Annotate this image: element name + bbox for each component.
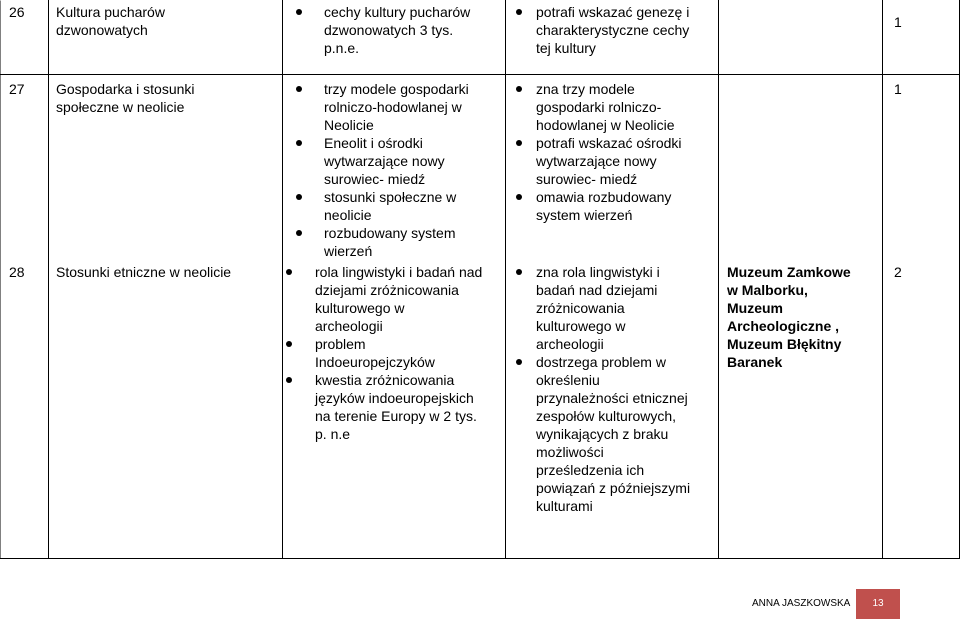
bullet-icon [516,86,522,92]
outcomes-list [516,3,689,57]
topic-line: Gospodarka i stosunki [56,81,195,97]
bullet-icon [286,377,292,383]
outcomes-list-item [516,353,690,515]
outcomes-list-line: prześledzenia ich [536,462,645,478]
content-list-line: dzwonowatych 3 tys. [324,22,454,38]
outcomes-list-line: kulturowego w [536,318,626,334]
outcomes-list-line: wynikających z braku [536,426,669,442]
museum-line: Muzeum Błękitny [727,336,842,352]
outcomes-list-line: surowiec- miedź [536,171,638,187]
topic-cell [56,263,231,281]
outcomes-list-line: wytwarzające nowy [536,153,657,169]
outcomes-list-line: tej kultury [536,40,596,56]
content-list-item [296,134,469,188]
topic-line: Kultura pucharów [56,4,165,20]
content-list-line: Eneolit i ośrodki [324,135,423,151]
outcomes-list-line: kulturami [536,498,593,514]
content-list [296,3,470,57]
bullet-icon [516,359,522,365]
hours-cell: 1 [894,81,902,97]
bullet-icon [296,194,302,200]
row-number: 28 [9,264,25,280]
topic-cell [56,80,195,116]
outcomes-list-line: potrafi wskazać genezę i [536,4,690,20]
content-list-line: archeologii [315,318,383,334]
bullet-icon [516,9,522,15]
content-list-line: rolniczo-hodowlanej w [324,99,462,115]
outcomes-list-item [516,134,682,188]
topic-line: Stosunki etniczne w neolicie [56,264,232,280]
outcomes-list-line: omawia rozbudowany [536,189,672,205]
content-list-line: dziejami zróżnicowania [315,282,459,298]
outcomes-list-line: zna trzy modele [536,81,635,97]
outcomes-list-line: zespołów kulturowych, [536,408,677,424]
content-list-line: kwestia zróżnicowania [315,372,455,388]
outcomes-list-line: dostrzega problem w [536,354,666,370]
content-list-line: trzy modele gospodarki [324,81,469,97]
bullet-icon [516,194,522,200]
hours-cell: 1 [894,14,902,30]
museum-line: w Malborku, [727,282,808,298]
outcomes-list-line: przynależności etnicznej [536,390,688,406]
content-list-line: rola lingwistyki i badań nad [315,264,483,280]
content-list-line: neolicie [324,207,372,223]
content-list-line: wierzeń [324,243,373,259]
outcomes-list [516,80,682,224]
content-list-item [296,224,469,260]
content-list-line: kulturowego w [315,300,405,316]
content-list-item [296,80,469,134]
outcomes-list-line: zna rola lingwistyki i [536,264,660,280]
museum-line: Muzeum [727,300,783,316]
outcomes-list-line: system wierzeń [536,207,633,223]
bullet-icon [516,140,522,146]
museum-cell [727,263,851,371]
content-list [286,263,482,443]
hours-cell: 2 [894,264,902,280]
bullet-icon [286,269,292,275]
outcomes-list [516,263,690,515]
content-list-item [286,335,482,371]
outcomes-list-item [516,188,682,224]
content-list-line: stosunki społeczne w [324,189,457,205]
content-list-line: na terenie Europy w 2 tys. [315,408,477,424]
content-list [296,80,469,260]
bullet-icon [296,86,302,92]
content-list-line: cechy kultury pucharów [324,4,471,20]
topic-cell [56,3,165,39]
content-list-line: problem [315,336,366,352]
row-number: 26 [9,4,25,20]
outcomes-list-line: badań nad dziejami [536,282,658,298]
content-list-line: Neolicie [324,117,374,133]
bullet-icon [296,140,302,146]
outcomes-list-line: powiązań z późniejszymi [536,480,691,496]
bullet-icon [516,269,522,275]
topic-line: społeczne w neolicie [56,99,185,115]
content-list-line: p. n.e [315,426,351,442]
museum-line: Baranek [727,354,783,370]
content-list-line: Indoeuropejczyków [315,354,435,370]
outcomes-list-line: hodowlanej w Neolicie [536,117,675,133]
outcomes-list-line: archeologii [536,336,604,352]
outcomes-list-line: gospodarki rolniczo- [536,99,662,115]
content-list-line: p.n.e. [324,40,360,56]
outcomes-list-line: charakterystyczne cechy [536,22,690,38]
content-list-item [296,3,470,57]
footer-author: ANNA JASZKOWSKA [752,598,851,609]
outcomes-list-item [516,80,682,134]
bullet-icon [286,341,292,347]
content-list-item [286,371,482,443]
outcomes-list-line: potrafi wskazać ośrodki [536,135,682,151]
bullet-icon [296,230,302,236]
outcomes-list-item [516,263,690,353]
content-list-line: języków indoeuropejskich [315,390,474,406]
outcomes-list-item [516,3,689,57]
topic-line: dzwonowatych [56,22,148,38]
content-list-line: surowiec- miedź [324,171,426,187]
outcomes-list-line: zróżnicowania [536,300,625,316]
page-number-badge: 13 [856,589,900,619]
content-list-line: rozbudowany system [324,225,456,241]
content-list-line: wytwarzające nowy [324,153,445,169]
content-list-item [296,188,469,224]
outcomes-list-line: możliwości [536,444,604,460]
bullet-icon [296,9,302,15]
content-list-item [286,263,482,335]
museum-line: Archeologiczne , [727,318,840,334]
museum-line: Muzeum Zamkowe [727,264,851,280]
outcomes-list-line: określeniu [536,372,600,388]
row-number: 27 [9,81,25,97]
